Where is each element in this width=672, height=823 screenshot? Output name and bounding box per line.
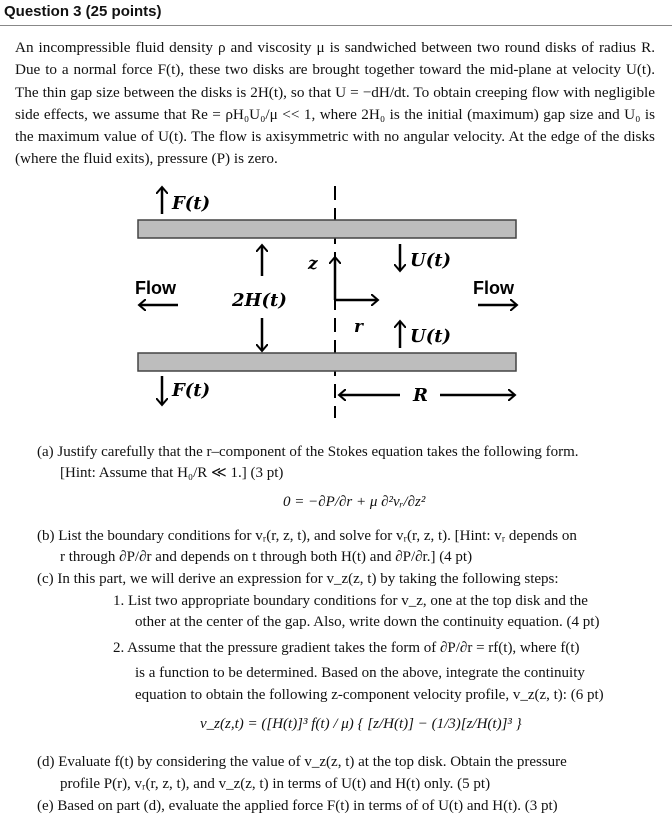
part-a-line-2: [Hint: Assume that H₀/R ≪ 1.] (3 pt): [60, 465, 284, 481]
top-disk: [138, 220, 516, 238]
flow-left-label: Flow: [135, 278, 176, 298]
intro-sentence-2: To obtain creeping flow with negligible side effects, we assume that Re = ρH₀U₀/μ << 1, where 2H₀ is the initial (maximum) gap size and U₀ is the maximum value of U(t).: [15, 83, 656, 146]
part-c-step2-line-2: is a function to be determined. Based on the above, integrate the continuity: [135, 665, 585, 681]
problem-statement: [15, 37, 655, 171]
part-d-line-1: (d) Evaluate f(t) by considering the value of v_z(z, t) at the top disk. Obtain the pressure: [37, 754, 567, 770]
part-c-step1-line-1: 1. List two appropriate boundary conditions for v_z, one at the top disk and the: [113, 593, 588, 609]
question-title: Question 3 (25 points): [4, 3, 162, 20]
u-bottom-label: U(t): [410, 326, 452, 347]
force-bottom-label: F(t): [172, 380, 211, 401]
vz-profile-equation: v_z(z,t) = ([H(t)]³ f(t) / μ) { [z/H(t)] − (1/3)[z/H(t)]³ }: [200, 716, 522, 732]
gap-label: 2H(t): [232, 290, 287, 311]
part-b-line-1: (b) List the boundary conditions for vᵣ(r, z, t), and solve for vᵣ(r, z, t). [Hint: vᵣ depends on: [37, 528, 577, 544]
part-c-step2-line-3: equation to obtain the following z-component velocity profile, v_z(z, t): (6 pt): [135, 687, 604, 703]
flow-right-label: Flow: [473, 278, 514, 298]
radius-label: R: [413, 385, 428, 406]
part-a-line-1: (a) Justify carefully that the r–component of the Stokes equation takes the following form.: [37, 444, 579, 460]
part-b-line-2: r through ∂P/∂r and depends on t through both H(t) and ∂P/∂r.] (4 pt): [60, 549, 473, 565]
intro-sentence-1: An incompressible fluid density ρ and viscosity μ is sandwiched between two round disks of radius R. Due to a normal force F(t), these two disks are brought together toward the mid-plane at velocity U(t). The thin gap size between the disks is 2H(t), so that U = −dH/dt.: [15, 39, 655, 101]
intro-sentence-3: The flow is axisymmetric with no angular velocity. At the edge of the disks (where the fluid exits), pressure (P) is zero.: [15, 128, 655, 168]
part-c-step2-line-1: 2. Assume that the pressure gradient takes the form of ∂P/∂r = rf(t), where f(t): [113, 640, 580, 656]
r-axis-label: r: [354, 317, 363, 337]
part-c-line-1: (c) In this part, we will derive an expression for v_z(z, t) by taking the following steps:: [37, 571, 559, 587]
part-c-step1-line-2: other at the center of the gap. Also, write down the continuity equation. (4 pt): [135, 614, 600, 630]
bottom-disk: [138, 353, 516, 371]
force-top-label: F(t): [172, 193, 211, 214]
part-d-line-2: profile P(r), vᵣ(r, z, t), and v_z(z, t) in terms of U(t) and H(t) only. (5 pt): [60, 776, 491, 792]
stokes-equation: 0 = −∂P/∂r + μ ∂²vᵣ/∂z²: [283, 494, 426, 510]
z-axis-label: z: [308, 254, 318, 274]
title-divider: [0, 25, 672, 26]
u-top-label: U(t): [410, 250, 452, 271]
part-e-line-1: (e) Based on part (d), evaluate the applied force F(t) in terms of of U(t) and H(t). (3 pt): [37, 798, 558, 814]
